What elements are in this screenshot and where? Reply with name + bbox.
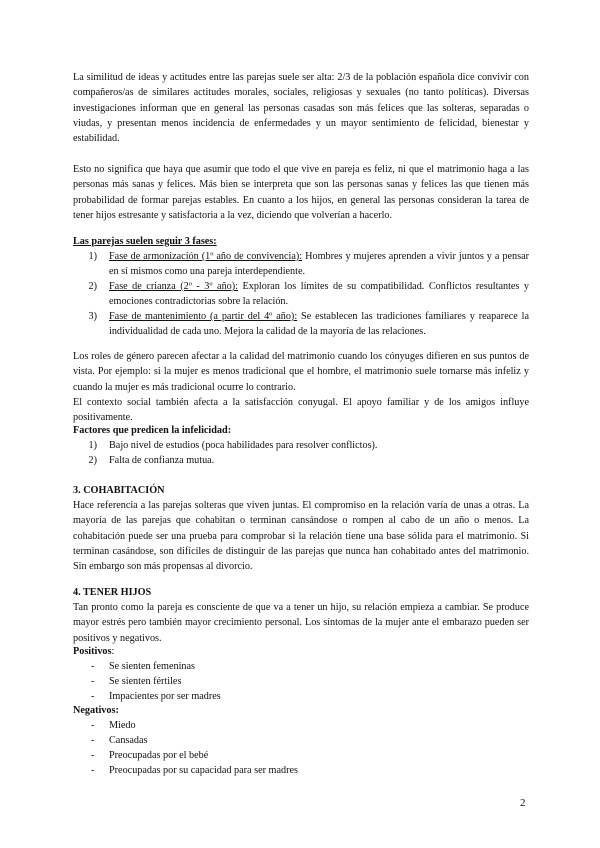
list-item	[73, 733, 529, 748]
list-item	[73, 689, 529, 704]
list-number: 1)	[88, 440, 97, 451]
list-item	[73, 748, 529, 763]
list-item	[73, 718, 529, 733]
paragraph-similitud: La similitud de ideas y actitudes entre las parejas suele ser alta: 2/3 de la población española dice convivir con compañeros/as de similares actitudes morales, sociales, religiosas y sexuales (no tanto políticas). Diversas investigaciones informan que en general las personas casadas son más felices que las solteras, separadas o viudas, y presentan menos incidencia de enfermedades y un mayor sentimiento de felicidad, bienestar y estabilidad.	[73, 72, 529, 145]
phase-text: Se establecen las tradiciones familiares y reaparece la individualidad de cada uno. Mejora la calidad de la mayoría de las relaciones.	[109, 311, 529, 337]
phases-list	[73, 249, 529, 339]
positives-colon: :	[111, 646, 115, 657]
dash-marker: -	[91, 765, 95, 776]
section-title-tener-hijos: 4. TENER HIJOS	[73, 587, 152, 598]
section-title-cohabitacion: 3. COHABITACIÓN	[73, 485, 165, 496]
phases-heading: Las parejas suelen seguir 3 fases:	[73, 236, 217, 247]
dash-marker: -	[91, 691, 95, 702]
negative-text: Preocupadas por su capacidad para ser madres	[109, 765, 298, 776]
paragraph-felicidad: Esto no significa que haya que asumir que todo el que vive en pareja es feliz, ni que el matrimonio haga a las personas más sanas y felices. Más bien se interpreta que son las personas sanas y felices las que tienen más probabilidad de formar parejas estables. En cuanto a los hijos, en general las personas consideran la tarea de tener hijos estresante y satisfactoria a la vez, diciendo que volverían a hacerlo.	[73, 164, 529, 221]
negatives-list	[73, 718, 529, 778]
phase-text: Hombres y mujeres aprenden a vivir juntos y a pensar en sí mismos como una pareja interdependiente.	[109, 251, 529, 277]
dash-marker: -	[91, 720, 95, 731]
list-number: 3)	[88, 311, 97, 322]
list-item	[73, 453, 529, 468]
dash-marker: -	[91, 750, 95, 761]
list-item	[73, 279, 529, 309]
paragraph-tener-hijos: Tan pronto como la pareja es consciente de que va a tener un hijo, su relación empieza a cambiar. Se produce mayor estrés pero también mayor crecimiento personal. Los síntomas de la mujer ante el embarazo pueden ser positivos y negativos.	[73, 602, 529, 644]
paragraph-contexto: El contexto social también afecta a la satisfacción conyugal. El apoyo familiar y de los amigos influye positivamente.	[73, 397, 529, 424]
positives-label: Positivos	[73, 646, 112, 657]
list-number: 2)	[88, 281, 97, 292]
phase-label: Fase de crianza (2º - 3º año):	[109, 281, 238, 292]
dash-marker: -	[91, 676, 95, 687]
list-number: 2)	[88, 455, 97, 466]
positives-list	[73, 659, 529, 704]
list-item	[73, 309, 529, 339]
phase-label: Fase de mantenimiento (a partir del 4º año):	[109, 311, 298, 322]
page-number: 2	[520, 797, 526, 809]
list-item	[73, 249, 529, 279]
positives-heading	[73, 644, 529, 659]
list-item	[73, 674, 529, 689]
negative-text: Miedo	[109, 720, 136, 731]
dash-marker: -	[91, 735, 95, 746]
negative-text: Preocupadas por el bebé	[109, 750, 209, 761]
paragraph-cohabitacion: Hace referencia a las parejas solteras que viven juntas. El compromiso en la relación varía de unas a otras. La mayoría de las parejas que cohabitan o terminan cansándose o rompen al cabo de un año o menos. La cohabitación puede ser una prueba para comprobar si la relación tiene una base sólida para el matrimonio. Si terminan casándose, son difíciles de distinguir de las parejas que nunca han cohabitado antes del matrimonio. Sin embargo son más propensas al divorcio.	[73, 500, 529, 573]
negative-text: Cansadas	[109, 735, 148, 746]
list-item	[73, 659, 529, 674]
dash-marker: -	[91, 661, 95, 672]
factors-list	[73, 438, 529, 468]
list-item	[73, 763, 529, 778]
positive-text: Se sienten femeninas	[109, 661, 196, 672]
negatives-heading: Negativos:	[73, 705, 119, 716]
factors-heading: Factores que predicen la infelicidad:	[73, 425, 232, 436]
phase-text: Exploran los límites de su compatibilidad. Conflictos resultantes y emociones contradictorias sobre la relación.	[109, 281, 529, 307]
list-item	[73, 438, 529, 453]
positive-text: Se sienten fértiles	[109, 676, 182, 687]
positive-text: Impacientes por ser madres	[109, 691, 221, 702]
list-number: 1)	[88, 251, 97, 262]
factor-text: Bajo nivel de estudios (poca habilidades para resolver conflictos).	[109, 440, 378, 451]
factor-text: Falta de confianza mutua.	[109, 455, 215, 466]
paragraph-roles: Los roles de género parecen afectar a la calidad del matrimonio cuando los cónyuges difieren en sus puntos de vista. Por ejemplo: si la mujer es menos tradicional que el hombre, el matrimonio suele tornarse más infeliz y cuando la mujer es más tradicional ocurre lo contrario.	[73, 351, 529, 393]
phase-label: Fase de armonización (1º año de convivencia):	[109, 251, 303, 262]
